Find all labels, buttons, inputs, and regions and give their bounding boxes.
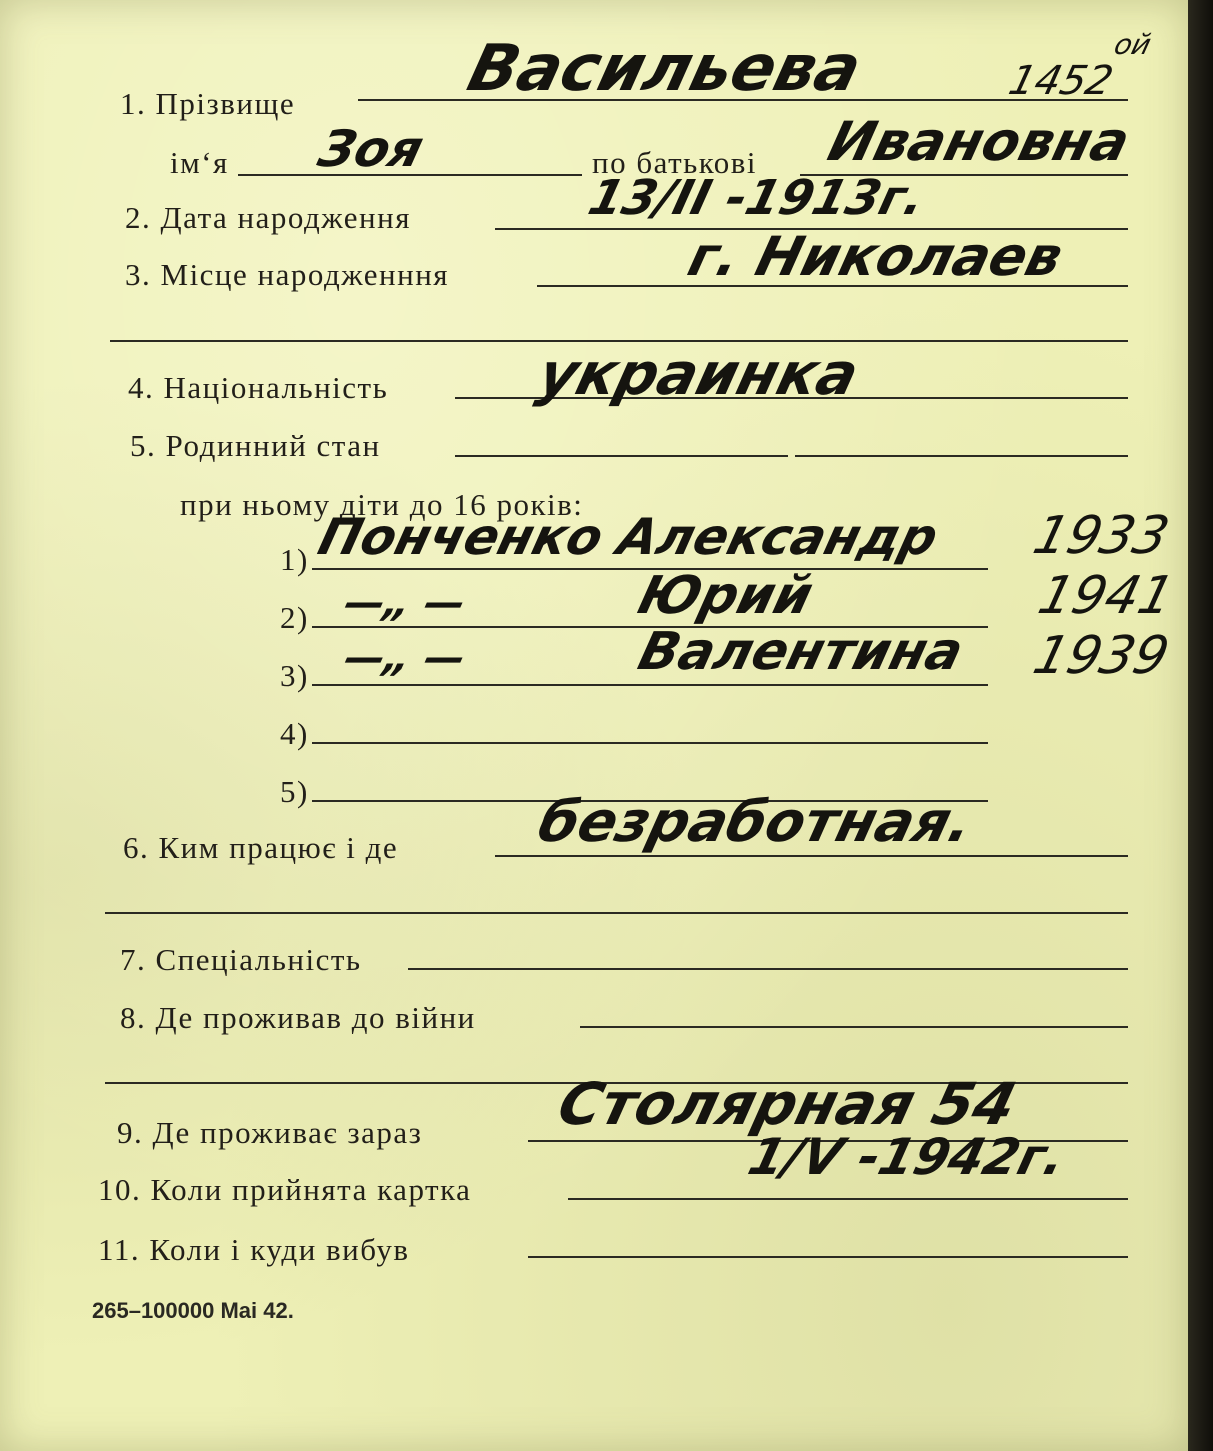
paper-edge-shadow <box>1188 0 1213 1451</box>
current-address-value: Столярная 54 <box>551 1070 1024 1138</box>
birth-date-value: 13/II -1913г. <box>583 170 931 226</box>
child-1-name: Понченко Александр <box>312 508 944 566</box>
child-3-year: 1939 <box>1027 626 1175 686</box>
print-code: 265–100000 Mai 42. <box>92 1298 294 1323</box>
birth-date-label: 2. Дата народження <box>125 200 411 235</box>
children-label: при ньому діти до 16 років: <box>180 487 584 522</box>
child-2-year: 1941 <box>1032 566 1180 626</box>
surname-value: Васильева <box>460 32 869 106</box>
nationality-value: украинка <box>531 340 866 408</box>
first-name-label: ім‘я <box>170 145 229 180</box>
nationality-label: 4. Національність <box>128 370 389 405</box>
surname-suffix: ой <box>1110 28 1155 61</box>
child-2-name: Юрий <box>632 566 819 626</box>
specialty-line <box>408 968 1128 970</box>
child-5-marker: 5) <box>280 774 309 809</box>
card-accepted-value: 1/V -1942г. <box>742 1128 1072 1186</box>
child-1-year: 1933 <box>1027 506 1175 566</box>
child-3-marker: 3) <box>280 658 309 693</box>
occupation-line <box>495 855 1128 857</box>
birth-place-value: г. Николаев <box>682 225 1069 288</box>
child-3-name: Валентина <box>632 622 970 682</box>
child-4-line <box>312 742 988 744</box>
child-3-line <box>312 684 988 686</box>
marital-status-line-b <box>795 455 1128 457</box>
occupation-value: безработная. <box>531 790 980 855</box>
current-address-label: 9. Де проживає зараз <box>117 1115 423 1150</box>
child-3-ditto: —„ — <box>339 635 471 681</box>
child-2-ditto: —„ — <box>339 580 471 626</box>
patronymic-label: по батькові <box>592 145 757 180</box>
record-number: 1452 <box>1004 58 1118 104</box>
marital-status-line-a <box>455 455 788 457</box>
patronymic-value: Ивановна <box>822 110 1136 173</box>
surname-label: 1. Прізвище <box>120 86 296 121</box>
marital-status-label: 5. Родинний стан <box>130 428 381 463</box>
occupation-label: 6. Ким працює і де <box>123 830 399 865</box>
prewar-residence-line <box>580 1026 1128 1028</box>
prewar-residence-label: 8. Де проживав до війни <box>120 1000 476 1035</box>
card-accepted-label: 10. Коли прийнята картка <box>98 1172 472 1207</box>
occupation-line-2 <box>105 912 1128 914</box>
child-1-marker: 1) <box>280 542 309 577</box>
first-name-value: Зоя <box>312 120 430 178</box>
child-2-marker: 2) <box>280 600 309 635</box>
departure-label: 11. Коли і куди вибув <box>98 1232 410 1267</box>
birth-place-label: 3. Місце народженння <box>125 257 450 292</box>
child-4-marker: 4) <box>280 716 309 751</box>
specialty-label: 7. Спеціальність <box>120 942 362 977</box>
departure-line <box>528 1256 1128 1258</box>
card-accepted-line <box>568 1198 1128 1200</box>
